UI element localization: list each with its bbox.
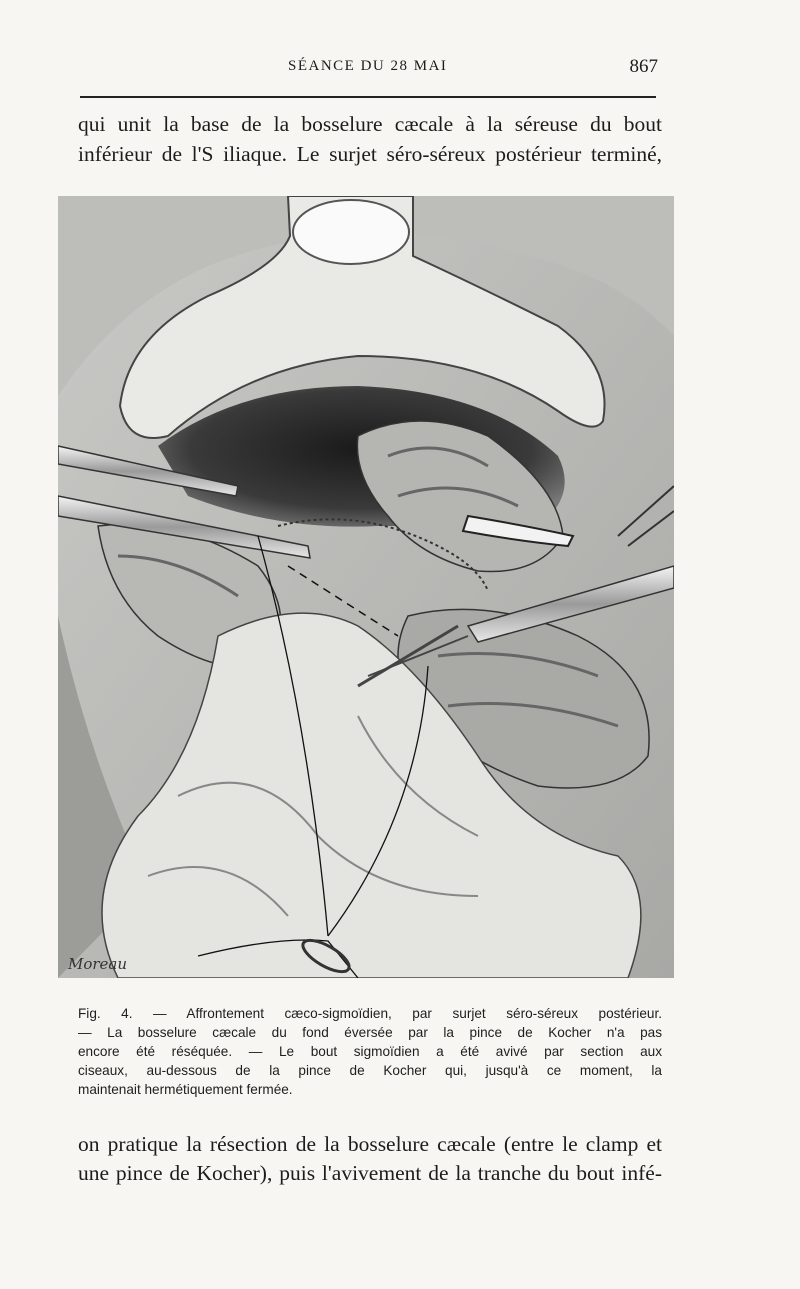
- header-rule: [80, 96, 656, 98]
- figure-caption-line: maintenait hermétiquement fermée.: [78, 1082, 293, 1097]
- surgical-illustration: [58, 196, 674, 978]
- running-title: SÉANCE DU 28 MAI: [288, 58, 448, 74]
- running-head: [78, 56, 658, 84]
- body-text-line: une pince de Kocher), puis l'avivement de la tranche du bout infé-: [78, 1161, 662, 1185]
- body-text-line: on pratique la résection de la bosselure cæcale (entre le clamp et: [78, 1132, 662, 1156]
- figure-caption-line: ciseaux, au-dessous de la pince de Kocher qui, jusqu'à ce moment, la: [78, 1063, 662, 1078]
- artist-signature: Moreau: [68, 955, 128, 973]
- illustration-drawing: [58, 196, 674, 978]
- body-text-line: inférieur de l'S iliaque. Le surjet séro-séreux postérieur terminé,: [78, 142, 662, 166]
- figure-caption-line: — La bosselure cæcale du fond éversée par la pince de Kocher n'a pas: [78, 1025, 662, 1040]
- body-text-line: qui unit la base de la bosselure cæcale à la séreuse du bout: [78, 112, 662, 136]
- figure-caption-line: Fig. 4. — Affrontement cæco-sigmoïdien, par surjet séro-séreux postérieur.: [78, 1006, 662, 1021]
- page-number: 867: [629, 56, 658, 77]
- figure-caption-line: encore été réséquée. — Le bout sigmoïdien a été avivé par section aux: [78, 1044, 662, 1059]
